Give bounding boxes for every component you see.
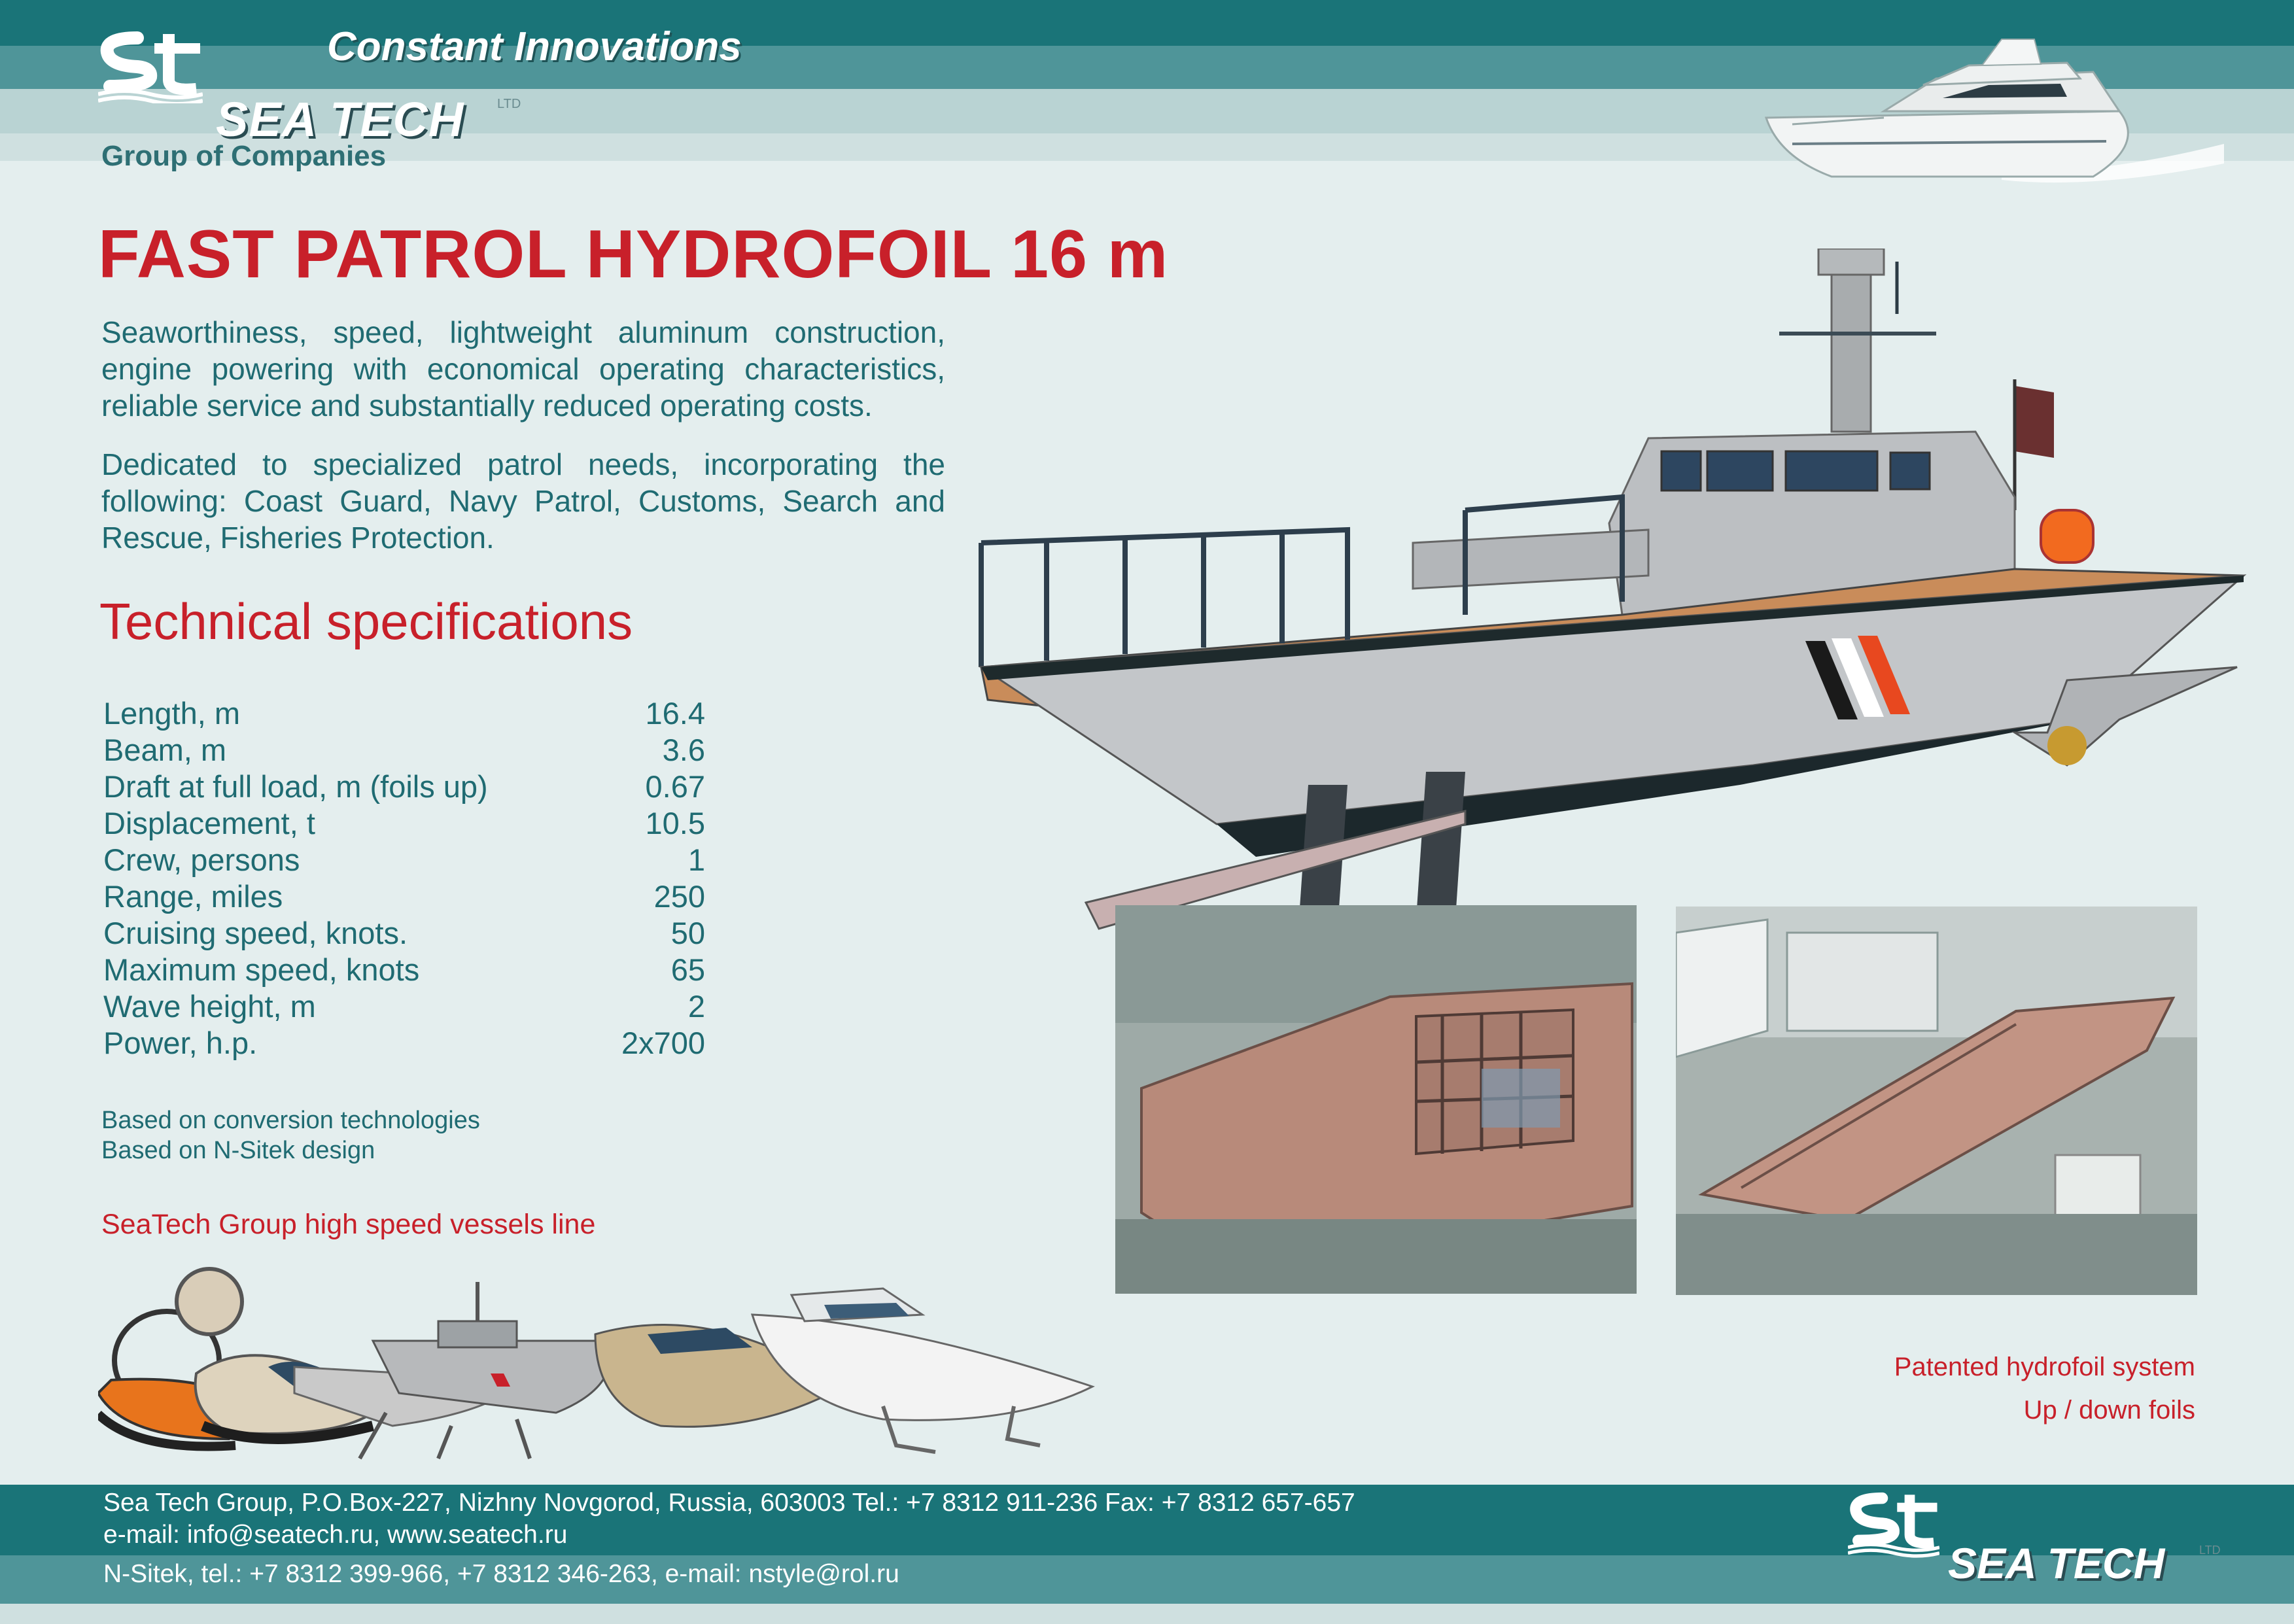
- spec-value: 2x700: [621, 1026, 705, 1060]
- spec-value: 65: [670, 952, 705, 987]
- caption-hydrofoil-system: Patented hydrofoil system: [1894, 1353, 2195, 1381]
- spec-label: Maximum speed, knots: [103, 952, 420, 987]
- spec-value: 50: [670, 916, 705, 950]
- spec-value: 2: [687, 989, 705, 1024]
- specs-table: [103, 695, 705, 1062]
- footer-logo-text: SEA TECH: [1948, 1539, 2165, 1587]
- spec-label: Cruising speed, knots.: [103, 916, 408, 950]
- seatech-logo-icon: [98, 31, 203, 103]
- note-design: Based on N-Sitek design: [101, 1137, 375, 1164]
- spec-value: 10.5: [645, 806, 705, 840]
- vessels-line-title: SeaTech Group high speed vessels line: [101, 1209, 596, 1240]
- spec-row: [103, 842, 705, 878]
- spec-label: Crew, persons: [103, 842, 300, 877]
- page-title: FAST PATROL HYDROFOIL 16 m: [98, 216, 1169, 292]
- spec-value: 0.67: [645, 769, 705, 804]
- fleet-image: [98, 1243, 1119, 1465]
- footer-nsitek: N-Sitek, tel.: +7 8312 399-966, +7 8312 346-263, e-mail: nstyle@rol.ru: [103, 1560, 899, 1588]
- spec-row: [103, 915, 705, 952]
- seatech-footer-logo-icon: [1848, 1488, 1939, 1560]
- footer-logo-ltd: LTD: [2199, 1544, 2221, 1557]
- spec-value: 3.6: [662, 733, 705, 767]
- spec-label: Beam, m: [103, 733, 227, 767]
- caption-foils: Up / down foils: [2023, 1396, 2195, 1425]
- group-of-companies: Group of Companies: [101, 140, 387, 172]
- logo-ltd: LTD: [497, 97, 521, 111]
- footer-band-light: [0, 1604, 2294, 1624]
- construction-photo-1: [1115, 905, 1637, 1294]
- note-conversion: Based on conversion technologies: [101, 1107, 480, 1134]
- hydrofoil-boat-image: [968, 249, 2250, 1020]
- spec-label: Wave height, m: [103, 989, 316, 1024]
- spec-row: [103, 695, 705, 732]
- tagline: Constant Innovations: [327, 24, 742, 69]
- logo-text: SEA TECH: [216, 92, 464, 147]
- spec-row: [103, 732, 705, 769]
- intro-paragraph-2: Dedicated to specialized patrol needs, incorporating the following: Coast Guard, Navy Patrol, Customs, Search and Rescue, Fisheries Protection.: [101, 447, 945, 555]
- footer-contact: e-mail: info@seatech.ru, www.seatech.ru: [103, 1521, 568, 1549]
- construction-photo-2: [1676, 907, 2197, 1295]
- spec-value: 16.4: [645, 696, 705, 731]
- footer-address: Sea Tech Group, P.O.Box-227, Nizhny Novgorod, Russia, 603003 Tel.: +7 8312 911-236 Fax: +7 8312 657-657: [103, 1489, 1355, 1517]
- intro-paragraph-1: Seaworthiness, speed, lightweight aluminum construction, engine powering with economical operating characteristics, reliable service and substantially reduced operating costs.: [101, 315, 945, 423]
- spec-row: [103, 952, 705, 988]
- spec-row: [103, 878, 705, 915]
- spec-row: [103, 1025, 705, 1062]
- spec-label: Power, h.p.: [103, 1026, 258, 1060]
- spec-label: Displacement, t: [103, 806, 315, 840]
- spec-label: Draft at full load, m (foils up): [103, 769, 488, 804]
- spec-row: [103, 988, 705, 1025]
- spec-row: [103, 805, 705, 842]
- spec-value: 250: [653, 879, 705, 914]
- yacht-image: [1753, 13, 2224, 209]
- spec-label: Range, miles: [103, 879, 283, 914]
- specs-heading: Technical specifications: [99, 593, 633, 650]
- spec-row: [103, 769, 705, 805]
- spec-value: 1: [687, 842, 705, 877]
- spec-label: Length, m: [103, 696, 241, 731]
